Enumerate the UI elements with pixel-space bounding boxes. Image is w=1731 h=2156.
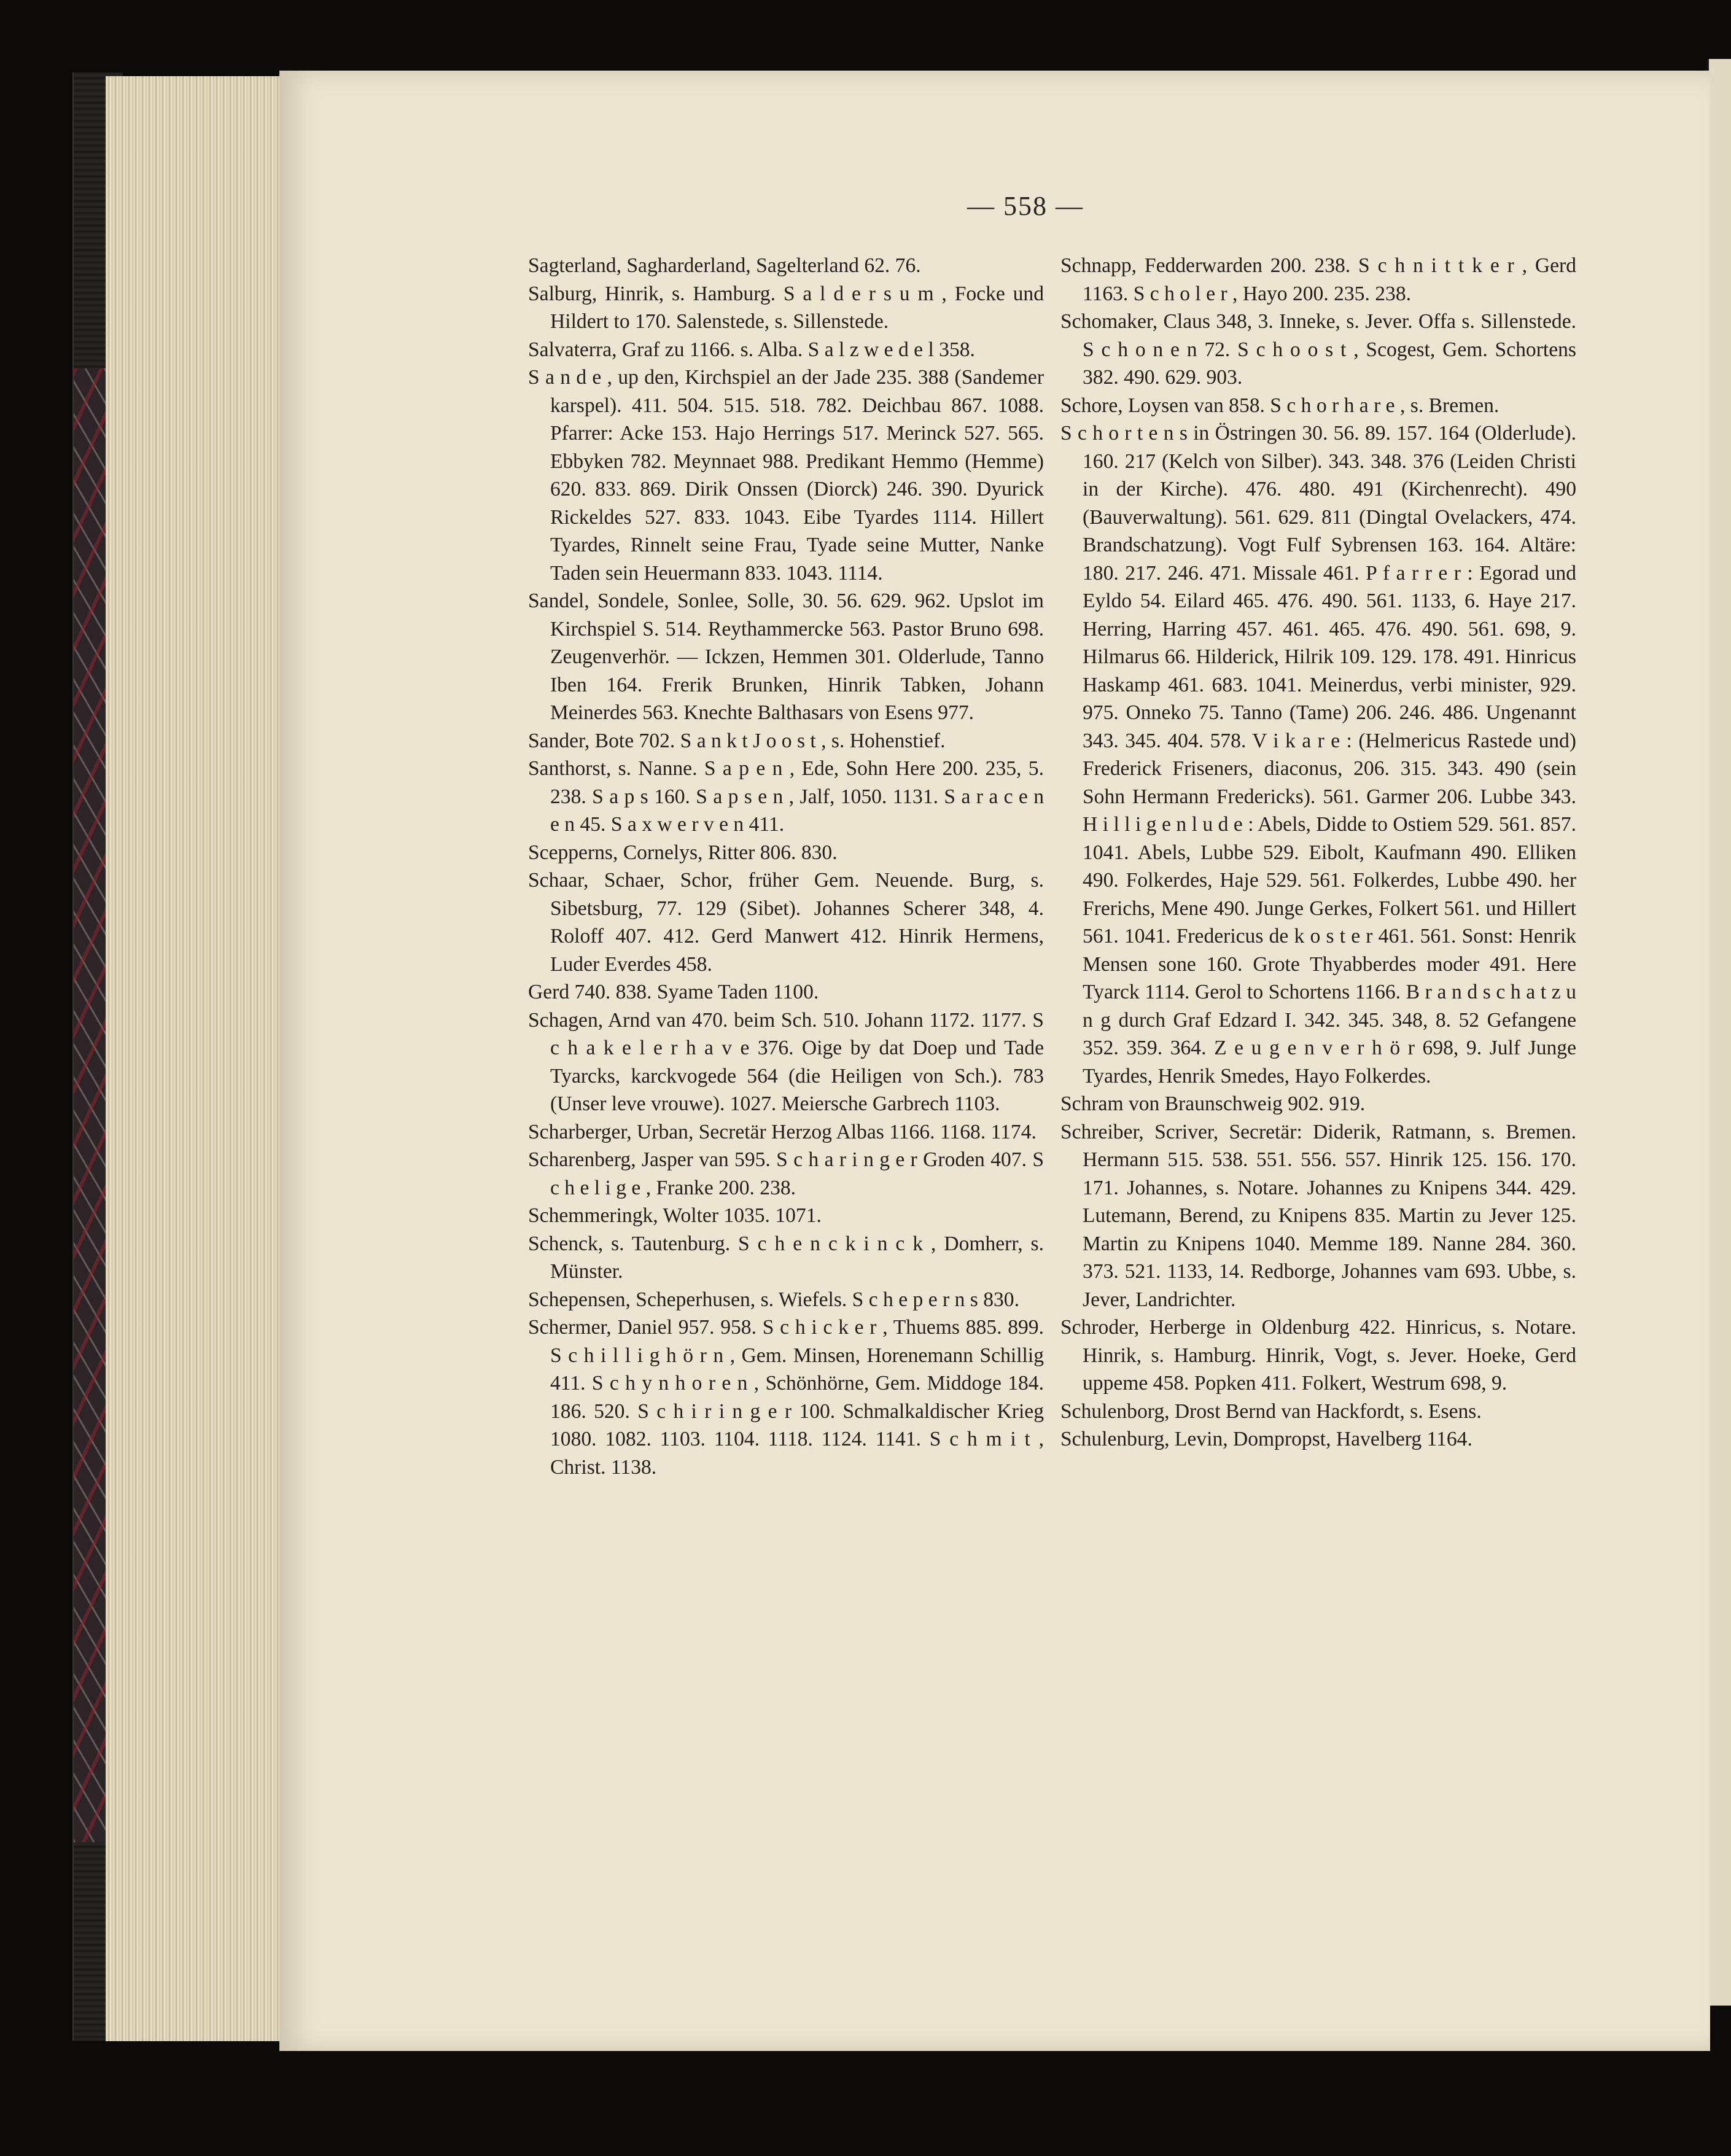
page-edges <box>106 76 282 2041</box>
index-entry: Sandel, Sondele, Sonlee, Solle, 30. 56. 629. 962. Upslot im Kirchspiel S. 514. Reythammercke 563. Pastor Bruno 698. Zeugenverhör. — Ickzen, Hemmen 301. Olderlude, Tanno Iben 164. Frerik Brunken, Hinrik Tabken, Johann Meinerdes 563. Knechte Balthasars von Esens 977. <box>528 590 1044 724</box>
index-entry: Schulenborg, Drost Bernd van Hackfordt, s. Esens. <box>1060 1399 1482 1423</box>
index-entry: Schulenburg, Levin, Dompropst, Havelberg 1164. <box>1060 1428 1472 1450</box>
page-number: — 558 — <box>967 191 1084 221</box>
index-entry: S a n d e , up den, Kirchspiel an der Jade 235. 388 (Sandemer karspel). 411. 504. 515. 518. 782. Deichbau 867. 1088. Pfarrer: Acke 153. Hajo Herrings 517. Merinck 527. 565. Ebbyken 782. Meynnaet 988. Predikant Hemmo (Hemme) 620. 833. 869. Dirik Onssen (Diorck) 246. 390. Dyurick Rickeldes 527. 833. 1043. Eibe Tyardes 1114. Hillert Tyardes, Rinnelt seine Frau, Tyade seine Mutter, Nanke Taden sein Heuermann 833. 1043. 1114. <box>528 366 1044 585</box>
facing-page-edge <box>1707 59 1731 2006</box>
index-entry: Sagterland, Sagharderland, Sagelterland 62. 76. <box>528 254 921 277</box>
index-entry: Schermer, Daniel 957. 958. S c h i c k e r , Thuems 885. 899. S c h i l l i g h ö r n , Gem. Minsen, Horenemann Schillig 411. S c h y n h o r e n , Schönhörne, Gem. Middoge 184. 186. 520. S c h i r i n g e r 100. Schmalkaldischer Krieg 1080. 1082. 1103. 1104. 1118. 1124. 1141. S c h m i t , Christ. 1138. <box>528 1316 1044 1479</box>
index-entry: Schram von Braunschweig 902. 919. <box>1060 1092 1366 1115</box>
index-entry: Salburg, Hinrik, s. Hamburg. S a l d e r s u m , Focke und Hildert to 170. Salenstede, s. Sillenstede. <box>528 282 1044 333</box>
index-entry: Schore, Loysen van 858. S c h o r h a r e , s. Bremen. <box>1060 394 1500 417</box>
index-entry: Schroder, Herberge in Oldenburg 422. Hinricus, s. Notare. Hinrik, s. Hamburg. Hinrik, Vogt, s. Jever. Hoeke, Gerd uppeme 458. Popken 411. Folkert, Westrum 698, 9. <box>1060 1316 1576 1395</box>
index-entry: Schenck, s. Tautenburg. S c h e n c k i n c k , Domherr, s. Münster. <box>528 1232 1044 1283</box>
right-column <box>1060 252 1576 1454</box>
index-entry: Salvaterra, Graf zu 1166. s. Alba. S a l z w e d e l 358. <box>528 338 975 361</box>
index-entry: Scharenberg, Jasper van 595. S c h a r i n g e r Groden 407. S c h e l i g e , Franke 200. 238. <box>528 1148 1044 1199</box>
index-entry: Schomaker, Claus 348, 3. Inneke, s. Jever. Offa s. Sillenstede. S c h o n e n 72. S c h o o s t , Scogest, Gem. Schortens 382. 490. 629. 903. <box>1060 310 1576 389</box>
index-entry: Gerd 740. 838. Syame Taden 1100. <box>528 981 819 1003</box>
index-entry: Schemmeringk, Wolter 1035. 1071. <box>528 1204 822 1227</box>
index-entry: Schagen, Arnd van 470. beim Sch. 510. Johann 1172. 1177. S c h a k e l e r h a v e 376. Oige by dat Doep und Tade Tyarcks, karckvogede 564 (die Heiligen von Sch.). 783 (Unser leve vrouwe). 1027. Meiersche Garbrech 1103. <box>528 1008 1044 1115</box>
left-column <box>528 252 1044 1481</box>
index-entry: Schreiber, Scriver, Secretär: Diderik, Ratmann, s. Bremen. Hermann 515. 538. 551. 556. 557. Hinrik 125. 156. 170. 171. Johannes, s. Notare. Johannes zu Knipens 344. 429. Lutemann, Berend, zu Knipens 835. Martin zu Jever 125. Martin zu Knipens 1040. Memme 189. Nanne 284. 360. 373. 521. 1133, 14. Redborge, Johannes vam 693. Ubbe, s. Jever, Landrichter. <box>1060 1120 1576 1311</box>
index-entry: Sander, Bote 702. S a n k t J o o s t , s. Hohenstief. <box>528 729 946 752</box>
index-entry: Schepensen, Scheperhusen, s. Wiefels. S c h e p e r n s 830. <box>528 1288 1019 1311</box>
index-entry: Schnapp, Fedderwarden 200. 238. S c h n i t t k e r , Gerd 1163. S c h o l e r , Hayo 200. 235. 238. <box>1060 254 1576 305</box>
marbled-endpaper <box>74 368 107 1842</box>
index-entry: Scepperns, Cornelys, Ritter 806. 830. <box>528 841 838 864</box>
index-entry: Scharberger, Urban, Secretär Herzog Albas 1166. 1168. 1174. <box>528 1120 1037 1143</box>
index-entry: Schaar, Schaer, Schor, früher Gem. Neuende. Burg, s. Sibetsburg, 77. 129 (Sibet). Johannes Scherer 348, 4. Roloff 407. 412. Gerd Manwert 412. Hinrik Hermens, Luder Everdes 458. <box>528 869 1044 976</box>
index-entry: Santhorst, s. Nanne. S a p e n , Ede, Sohn Here 200. 235, 5. 238. S a p s 160. S a p s e n , Jalf, 1050. 1131. S a r a c e n e n 45. S a x w e r v e n 411. <box>528 757 1044 836</box>
index-entry: S c h o r t e n s in Östringen 30. 56. 89. 157. 164 (Olderlude). 160. 217 (Kelch von Silber). 343. 348. 376 (Leiden Christi in der Kirche). 476. 480. 491 (Kirchenrecht). 490 (Bauverwaltung). 561. 629. 811 (Dingtal Ovelackers, 474. Brandschatzung). Vogt Fulf Sybrensen 163. 164. Altäre: 180. 217. 246. 471. Missale 461. P f a r r e r : Egorad und Eyldo 54. Eilard 465. 476. 490. 561. 1133, 6. Haye 217. Herring, Harring 457. 461. 465. 476. 490. 561. 698, 9. Hilmarus 66. Hilderick, Hilrik 109. 129. 178. 491. Hinricus Haskamp 461. 683. 1041. Meinerdus, verbi minister, 929. 975. Onneko 75. Tanno (Tame) 206. 246. 486. Ungenannt 343. 345. 404. 578. V i k a r e : (Helmericus Rastede und) Frederick Friseners, diaconus, 206. 315. 343. 490 (sein Sohn Hermann Fredericks). 561. Garmer 206. Lubbe 343. H i l l i g e n l u d e : Abels, Didde to Ostiem 529. 561. 857. 1041. Abels, Lubbe 529. Eibolt, Kaufmann 490. Elliken 490. Folkerdes, Haje 529. 561. Folkerdes, Lubbe 490. her Frerichs, Mene 490. Junge Gerkes, Folkert 561. und Hillert 561. 1041. Fredericus de k o s t e r 461. 561. Sonst: Henrik Mensen sone 160. Grote Thyabberdes moder 491. Here Tyarck 1114. Gerol to Schortens 1166. B r a n d s c h a t z u n g durch Graf Edzard I. 342. 345. 348, 8. 52 Gefangene 352. 359. 364. Z e u g e n v e r h ö r 698, 9. Julf Junge Tyardes, Henrik Smedes, Hayo Folkerdes. <box>1060 422 1576 1088</box>
